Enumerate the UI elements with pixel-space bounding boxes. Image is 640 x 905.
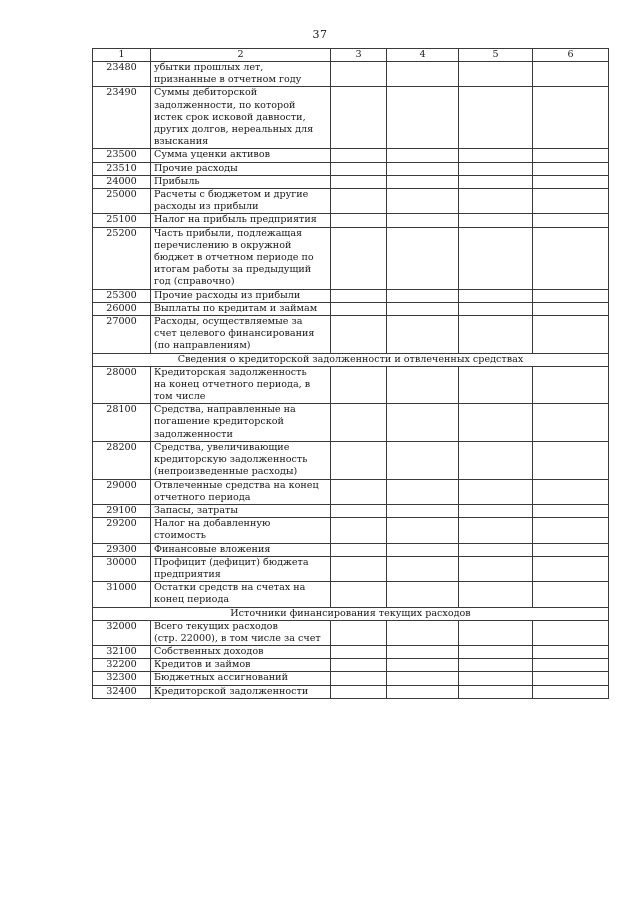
value-cell-col-4: [387, 441, 459, 479]
row-name-line: задолженности, по которой: [154, 99, 296, 111]
value-cell-col-3: [331, 543, 387, 556]
header-col-5: 5: [459, 49, 533, 62]
value-cell-col-6: [533, 659, 609, 672]
row-name-line: стоимость: [154, 530, 206, 542]
value-cell-col-4: [387, 62, 459, 87]
row-name-line: Всего текущих расходов: [154, 620, 278, 632]
value-cell-col-6: [533, 404, 609, 442]
value-cell-col-4: [387, 645, 459, 658]
row-name-line: задолженности: [154, 428, 233, 440]
row-code: 24000: [93, 175, 151, 188]
value-cell-col-3: [331, 149, 387, 162]
table-row: [93, 620, 609, 645]
value-cell-col-5: [459, 582, 533, 607]
value-cell-col-6: [533, 366, 609, 404]
row-name-line: Собственных доходов: [154, 645, 264, 657]
table-row: [93, 214, 609, 227]
row-name-line: Часть прибыли, подлежащая: [154, 227, 303, 239]
page-number: 37: [312, 28, 328, 41]
value-cell-col-3: [331, 518, 387, 543]
row-code: 28000: [93, 366, 151, 404]
table-row: [93, 645, 609, 658]
value-cell-col-5: [459, 62, 533, 87]
row-code: 32100: [93, 645, 151, 658]
header-col-4: 4: [387, 49, 459, 62]
table-row: [93, 441, 609, 479]
value-cell-col-3: [331, 441, 387, 479]
row-name-line: на конец отчетного периода, в: [154, 378, 311, 390]
value-cell-col-6: [533, 441, 609, 479]
table-row: [93, 543, 609, 556]
table-row: [93, 479, 609, 504]
value-cell-col-5: [459, 645, 533, 658]
value-cell-col-4: [387, 189, 459, 214]
value-cell-col-5: [459, 289, 533, 302]
value-cell-col-5: [459, 556, 533, 581]
value-cell-col-5: [459, 227, 533, 289]
value-cell-col-5: [459, 685, 533, 698]
value-cell-col-4: [387, 672, 459, 685]
value-cell-col-4: [387, 659, 459, 672]
row-name: [151, 543, 331, 556]
row-name-line: Бюджетных ассигнований: [154, 672, 288, 684]
row-name: [151, 62, 331, 87]
row-code: 23500: [93, 149, 151, 162]
value-cell-col-3: [331, 620, 387, 645]
row-name: [151, 556, 331, 581]
value-cell-col-4: [387, 214, 459, 227]
value-cell-col-6: [533, 672, 609, 685]
value-cell-col-5: [459, 175, 533, 188]
table-row: [93, 175, 609, 188]
value-cell-col-3: [331, 227, 387, 289]
value-cell-col-6: [533, 175, 609, 188]
row-name-line: (стр. 22000), в том числе за счет: [154, 632, 321, 644]
row-name: [151, 289, 331, 302]
value-cell-col-4: [387, 543, 459, 556]
value-cell-col-6: [533, 289, 609, 302]
value-cell-col-3: [331, 404, 387, 442]
value-cell-col-5: [459, 189, 533, 214]
row-name: [151, 479, 331, 504]
row-name: [151, 189, 331, 214]
row-code: 31000: [93, 582, 151, 607]
row-code: 27000: [93, 316, 151, 354]
table-header: [93, 49, 609, 62]
table-body: [93, 62, 609, 699]
table-row: [93, 672, 609, 685]
value-cell-col-5: [459, 366, 533, 404]
table-row: [93, 189, 609, 214]
row-name-line: Финансовые вложения: [154, 543, 271, 555]
section-header-row: [93, 607, 609, 620]
row-name-line: перечислению в окружной: [154, 239, 292, 251]
value-cell-col-5: [459, 162, 533, 175]
row-name: [151, 175, 331, 188]
row-name-line: Прочие расходы: [154, 162, 238, 174]
value-cell-col-3: [331, 479, 387, 504]
value-cell-col-4: [387, 289, 459, 302]
table-row: [93, 659, 609, 672]
row-name-line: Налог на прибыль предприятия: [154, 214, 317, 226]
value-cell-col-4: [387, 404, 459, 442]
value-cell-col-5: [459, 441, 533, 479]
value-cell-col-3: [331, 175, 387, 188]
row-name: [151, 404, 331, 442]
table-row: [93, 556, 609, 581]
row-name: [151, 672, 331, 685]
row-name-line: Средства, увеличивающие: [154, 441, 290, 453]
row-name: [151, 441, 331, 479]
row-code: 29000: [93, 479, 151, 504]
value-cell-col-4: [387, 556, 459, 581]
table-row: [93, 87, 609, 149]
row-name-line: Кредитов и займов: [154, 659, 251, 671]
row-name: [151, 227, 331, 289]
value-cell-col-5: [459, 672, 533, 685]
row-name-line: Кредиторская задолженность: [154, 366, 307, 378]
value-cell-col-5: [459, 87, 533, 149]
row-code: 32200: [93, 659, 151, 672]
row-name: [151, 162, 331, 175]
value-cell-col-4: [387, 175, 459, 188]
row-name-line: других долгов, нереальных для: [154, 124, 314, 136]
value-cell-col-6: [533, 87, 609, 149]
header-col-2: 2: [151, 49, 331, 62]
header-col-6: 6: [533, 49, 609, 62]
row-name-line: кредиторскую задолженность: [154, 454, 308, 466]
value-cell-col-5: [459, 620, 533, 645]
row-code: 25300: [93, 289, 151, 302]
value-cell-col-4: [387, 685, 459, 698]
row-name: [151, 316, 331, 354]
table-row: [93, 149, 609, 162]
value-cell-col-6: [533, 62, 609, 87]
row-name-line: Налог на добавленную: [154, 518, 271, 530]
row-name: [151, 214, 331, 227]
value-cell-col-3: [331, 582, 387, 607]
value-cell-col-3: [331, 316, 387, 354]
row-name-line: Отвлеченные средства на конец: [154, 479, 319, 491]
table-row: [93, 366, 609, 404]
row-name: [151, 645, 331, 658]
value-cell-col-6: [533, 504, 609, 517]
row-code: 23480: [93, 62, 151, 87]
value-cell-col-6: [533, 685, 609, 698]
header-row: [93, 49, 609, 62]
value-cell-col-3: [331, 366, 387, 404]
row-name: [151, 582, 331, 607]
section-title: Сведения о кредиторской задолженности и отвлеченных средствах: [93, 353, 609, 366]
row-name-line: погашение кредиторской: [154, 416, 284, 428]
value-cell-col-4: [387, 518, 459, 543]
value-cell-col-4: [387, 620, 459, 645]
row-name-line: расходы из прибыли: [154, 201, 259, 213]
value-cell-col-6: [533, 189, 609, 214]
value-cell-col-5: [459, 543, 533, 556]
row-name-line: итогам работы за предыдущий: [154, 264, 312, 276]
value-cell-col-4: [387, 227, 459, 289]
value-cell-col-5: [459, 316, 533, 354]
row-code: 25200: [93, 227, 151, 289]
row-name-line: год (справочно): [154, 276, 235, 288]
value-cell-col-3: [331, 162, 387, 175]
value-cell-col-3: [331, 645, 387, 658]
row-name-line: признанные в отчетном году: [154, 74, 302, 86]
header-col-3: 3: [331, 49, 387, 62]
value-cell-col-6: [533, 149, 609, 162]
row-name: [151, 366, 331, 404]
row-name-line: истек срок исковой давности,: [154, 111, 306, 123]
value-cell-col-3: [331, 504, 387, 517]
row-name-line: Расходы, осуществляемые за: [154, 316, 303, 328]
value-cell-col-3: [331, 62, 387, 87]
value-cell-col-6: [533, 556, 609, 581]
table-row: [93, 302, 609, 315]
row-code: 30000: [93, 556, 151, 581]
value-cell-col-5: [459, 518, 533, 543]
value-cell-col-6: [533, 316, 609, 354]
row-name: [151, 504, 331, 517]
row-name: [151, 620, 331, 645]
row-name-line: Прибыль: [154, 175, 200, 187]
section-header-row: [93, 353, 609, 366]
value-cell-col-3: [331, 672, 387, 685]
value-cell-col-5: [459, 659, 533, 672]
value-cell-col-3: [331, 289, 387, 302]
value-cell-col-5: [459, 214, 533, 227]
row-name-line: счет целевого финансирования: [154, 328, 315, 340]
row-name-line: Суммы дебиторской: [154, 87, 258, 99]
row-name: [151, 87, 331, 149]
value-cell-col-6: [533, 479, 609, 504]
row-name-line: (непроизведенные расходы): [154, 466, 298, 478]
row-code: 29200: [93, 518, 151, 543]
table-row: [93, 518, 609, 543]
row-name-line: Профицит (дефицит) бюджета: [154, 556, 309, 568]
row-name-line: Кредиторской задолженности: [154, 685, 309, 697]
row-code: 23490: [93, 87, 151, 149]
value-cell-col-3: [331, 659, 387, 672]
row-code: 23510: [93, 162, 151, 175]
value-cell-col-6: [533, 162, 609, 175]
table-row: [93, 685, 609, 698]
report-table: [92, 48, 609, 699]
value-cell-col-4: [387, 582, 459, 607]
value-cell-col-4: [387, 87, 459, 149]
table-row: [93, 227, 609, 289]
value-cell-col-4: [387, 316, 459, 354]
row-name: [151, 518, 331, 543]
row-code: 29300: [93, 543, 151, 556]
value-cell-col-3: [331, 87, 387, 149]
row-code: 28200: [93, 441, 151, 479]
row-name-line: Остатки средств на счетах на: [154, 582, 306, 594]
value-cell-col-4: [387, 302, 459, 315]
row-name: [151, 149, 331, 162]
value-cell-col-5: [459, 404, 533, 442]
row-name-line: Запасы, затраты: [154, 504, 238, 516]
value-cell-col-6: [533, 518, 609, 543]
row-name: [151, 302, 331, 315]
table-row: [93, 289, 609, 302]
value-cell-col-4: [387, 149, 459, 162]
value-cell-col-3: [331, 302, 387, 315]
section-title: Источники финансирования текущих расходов: [93, 607, 609, 620]
value-cell-col-6: [533, 227, 609, 289]
row-code: 25000: [93, 189, 151, 214]
table-row: [93, 62, 609, 87]
value-cell-col-5: [459, 149, 533, 162]
value-cell-col-6: [533, 645, 609, 658]
header-col-1: 1: [93, 49, 151, 62]
row-name-line: Сумма уценки активов: [154, 149, 271, 161]
value-cell-col-4: [387, 479, 459, 504]
row-name-line: отчетного периода: [154, 491, 251, 503]
value-cell-col-6: [533, 543, 609, 556]
row-code: 25100: [93, 214, 151, 227]
row-code: 32400: [93, 685, 151, 698]
table-row: [93, 316, 609, 354]
row-name-line: конец периода: [154, 594, 230, 606]
row-code: 29100: [93, 504, 151, 517]
row-code: 28100: [93, 404, 151, 442]
row-name-line: предприятия: [154, 568, 221, 580]
row-name: [151, 659, 331, 672]
row-name-line: (по направлениям): [154, 340, 251, 352]
table-row: [93, 162, 609, 175]
row-name-line: убытки прошлых лет,: [154, 62, 264, 73]
value-cell-col-3: [331, 189, 387, 214]
value-cell-col-6: [533, 302, 609, 315]
row-name-line: бюджет в отчетном периоде по: [154, 252, 314, 264]
row-name-line: Выплаты по кредитам и займам: [154, 302, 318, 314]
row-code: 32000: [93, 620, 151, 645]
row-name-line: Расчеты с бюджетом и другие: [154, 189, 309, 201]
value-cell-col-3: [331, 685, 387, 698]
table-row: [93, 582, 609, 607]
table-row: [93, 404, 609, 442]
row-code: 32300: [93, 672, 151, 685]
value-cell-col-5: [459, 504, 533, 517]
row-code: 26000: [93, 302, 151, 315]
row-name-line: Средства, направленные на: [154, 404, 296, 416]
value-cell-col-4: [387, 162, 459, 175]
value-cell-col-3: [331, 556, 387, 581]
value-cell-col-5: [459, 302, 533, 315]
value-cell-col-5: [459, 479, 533, 504]
value-cell-col-4: [387, 366, 459, 404]
value-cell-col-4: [387, 504, 459, 517]
value-cell-col-6: [533, 620, 609, 645]
row-name-line: взыскания: [154, 136, 209, 148]
row-name: [151, 685, 331, 698]
value-cell-col-6: [533, 582, 609, 607]
value-cell-col-6: [533, 214, 609, 227]
row-name-line: том числе: [154, 391, 206, 403]
table-row: [93, 504, 609, 517]
value-cell-col-3: [331, 214, 387, 227]
row-name-line: Прочие расходы из прибыли: [154, 289, 301, 301]
